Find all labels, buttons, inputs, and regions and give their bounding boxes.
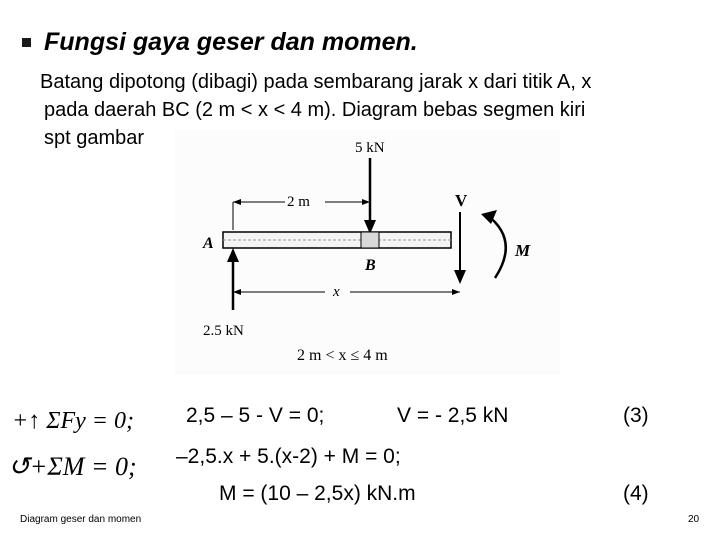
equation-line-1-right: V = - 2,5 kN [397, 404, 509, 427]
intro-line-2: pada daerah BC (2 m < x < 4 m). Diagram bebas segmen kiri [44, 99, 586, 121]
reaction-label: 2.5 kN [203, 323, 244, 339]
free-body-diagram-svg [175, 130, 560, 375]
point-b-marker [361, 232, 379, 248]
shear-arrow-head [454, 270, 466, 284]
load-label: 5 kN [355, 140, 385, 156]
moment-label: M [515, 241, 531, 260]
dim-x-arrow-right [452, 289, 460, 295]
moment-arc [487, 215, 506, 278]
equation-line-1-left: 2,5 – 5 - V = 0; [186, 404, 325, 427]
dim-2m-arrow-left [233, 199, 241, 205]
dim-2m-label: 2 m [287, 194, 310, 210]
sum-m-text: ↺+ΣM = 0; [8, 452, 137, 481]
slide-title: Fungsi gaya geser dan momen. [44, 28, 418, 56]
beam [223, 232, 451, 248]
equation-number-3: (3) [623, 404, 649, 427]
equation-number-4: (4) [623, 482, 649, 505]
intro-line-1: Batang dipotong (dibagi) pada sembarang jarak x dari titik A, x [40, 71, 592, 93]
intro-line-3: spt gambar [44, 127, 145, 149]
reaction-arrow-head [227, 248, 239, 262]
dim-x-label: x [333, 284, 340, 300]
sum-fy-svg [12, 400, 172, 440]
sum-m-svg [8, 445, 178, 487]
sum-fy-equation [12, 400, 172, 440]
shear-label: V [455, 191, 468, 210]
equation-line-2: –2,5.x + 5.(x-2) + M = 0; [176, 445, 401, 468]
sum-m-equation [8, 445, 178, 487]
equation-line-3: M = (10 – 2,5x) kN.m [219, 482, 416, 505]
point-a-label: A [203, 235, 214, 252]
point-b-label: B [365, 257, 376, 274]
footer-caption: Diagram geser dan momen [20, 514, 142, 525]
sum-fy-text: +↑ ΣFy = 0; [12, 408, 134, 434]
range-label: 2 m < x ≤ 4 m [297, 347, 388, 364]
free-body-diagram [175, 130, 560, 375]
page-number: 20 [688, 514, 700, 525]
bullet-icon [22, 38, 31, 47]
